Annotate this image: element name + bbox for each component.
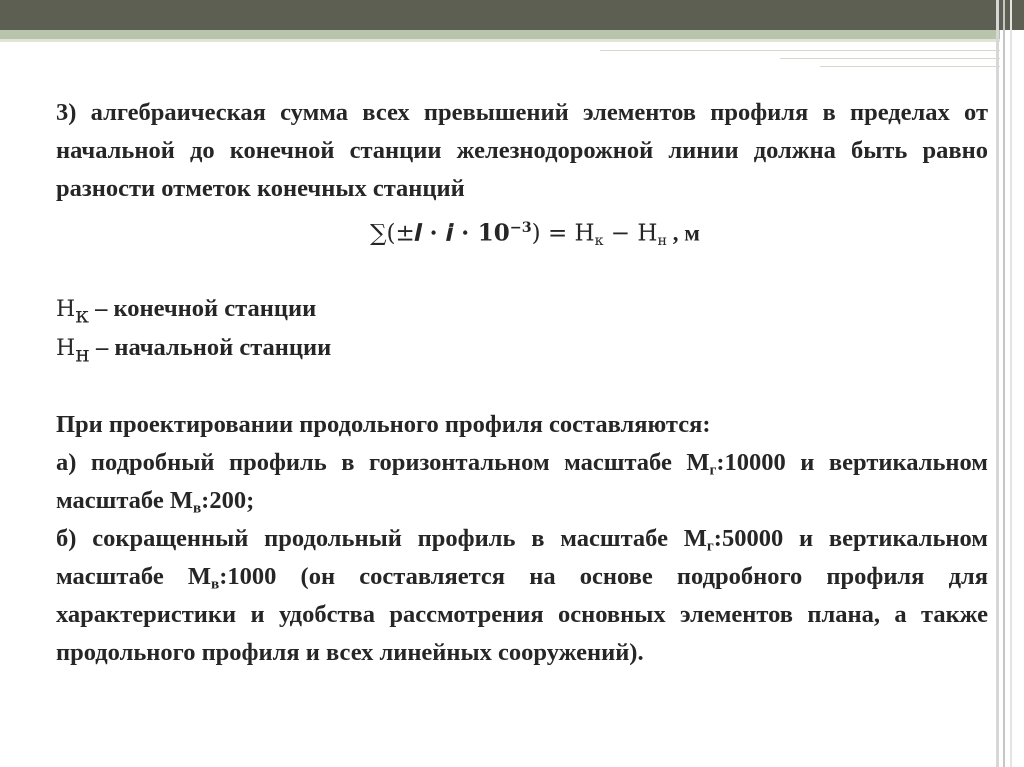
right-border-line bbox=[996, 0, 999, 767]
item-b bbox=[56, 520, 988, 672]
item-b-text: б) сокращенный продольный профиль в масштабе M bbox=[56, 524, 707, 552]
legend-item-k bbox=[56, 290, 988, 329]
item-a-text: а) подробный профиль в горизонтальном масштабе M bbox=[56, 448, 710, 476]
legend-text: – начальной станции bbox=[89, 333, 332, 361]
paragraph-3: 3) алгебраическая сумма всех превышений элементов профиля в пределах от начальной до конечной станции железнодорожной линии должна быть равно разности отметок конечных станций bbox=[56, 99, 988, 202]
legend-symbol: H bbox=[56, 335, 76, 361]
right-border-line bbox=[1003, 0, 1005, 767]
item-a-text: :200; bbox=[201, 486, 255, 514]
formula-product: 𝒍 ⋅ 𝒊 ⋅ 𝟏𝟎 bbox=[414, 219, 510, 247]
formula-sum: ∑(± bbox=[370, 220, 415, 247]
formula-sub-k: к bbox=[594, 232, 604, 249]
formula bbox=[82, 208, 988, 254]
formula-sub-n: н bbox=[657, 232, 667, 249]
item-a-sub: г bbox=[709, 461, 717, 479]
legend-text: – конечной станции bbox=[88, 294, 317, 322]
header-accent-stripe-light bbox=[0, 39, 1000, 42]
formula-minus: − H bbox=[603, 220, 658, 247]
item-b-sub: г bbox=[706, 537, 714, 555]
right-border-line bbox=[1010, 0, 1012, 767]
header-accent-stripe bbox=[0, 30, 1000, 39]
legend-subscript: н bbox=[75, 342, 90, 368]
item-b-text: :50000 и вертикальном масштабе M bbox=[56, 524, 988, 590]
header-bar bbox=[0, 0, 1024, 30]
item-a-sub: в bbox=[192, 499, 202, 517]
formula-exponent: −𝟑 bbox=[509, 220, 532, 236]
formula-unit: , м bbox=[666, 220, 700, 246]
legend-symbol: H bbox=[56, 296, 76, 322]
item-b-sub: в bbox=[211, 575, 220, 593]
formula-close: ) = H bbox=[531, 220, 595, 247]
slide-body bbox=[56, 94, 988, 672]
item-a-text: :10000 и вертикальном масштабе M bbox=[56, 448, 988, 514]
legend-item-n bbox=[56, 329, 988, 368]
item-b-text: :1000 (он составляется на основе подробного профиля для характеристики и удобства рассмотрения основных элементов плана, а также продольного профиля и всех линейных сооружений). bbox=[56, 562, 988, 666]
item-a bbox=[56, 444, 988, 520]
decorative-lines bbox=[580, 44, 1000, 74]
intro-text: При проектировании продольного профиля составляются: bbox=[56, 410, 711, 438]
legend-subscript: к bbox=[75, 303, 89, 329]
